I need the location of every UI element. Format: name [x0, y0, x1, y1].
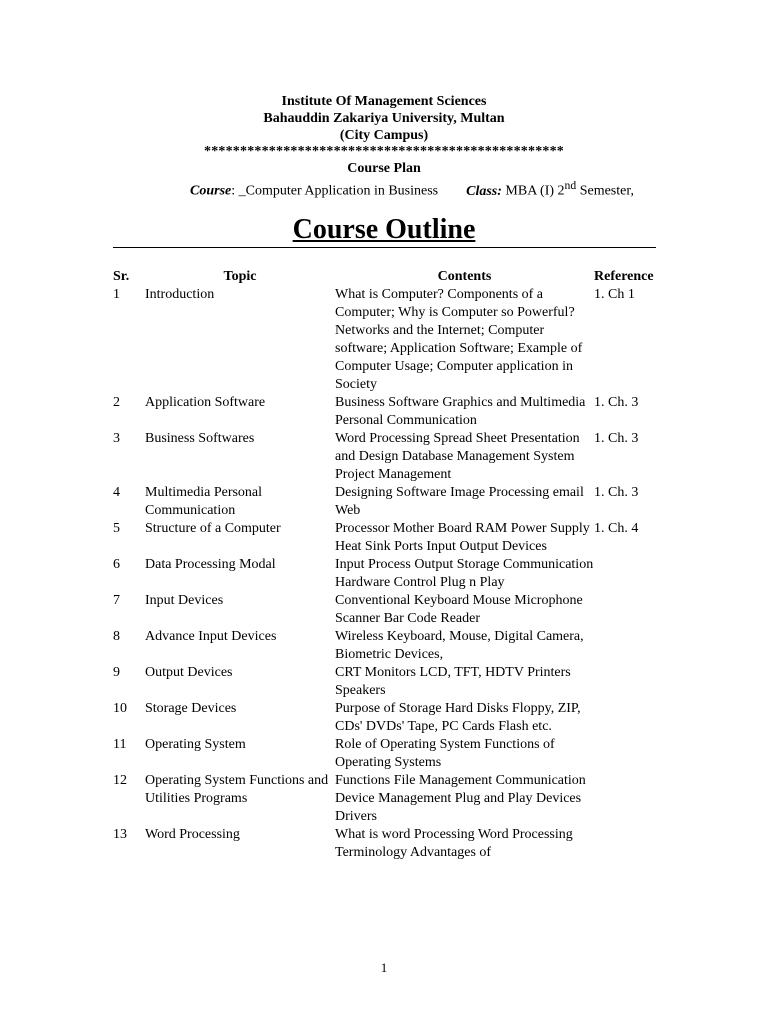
row-topic: Multimedia Personal Communication [145, 485, 263, 518]
row-reference: 1. Ch. 3 [594, 395, 639, 410]
header-sr: Sr. [113, 269, 130, 284]
row-sr: 5 [113, 521, 120, 536]
class-label: Class: [466, 183, 502, 199]
row-sr: 10 [113, 701, 127, 716]
row-reference [594, 592, 669, 628]
row-contents: CRT Monitors LCD, TFT, HDTV Printers Speakers [335, 665, 571, 698]
table-row [113, 826, 669, 862]
row-reference [594, 772, 669, 826]
row-reference [594, 628, 669, 664]
row-contents: Designing Software Image Processing email Web [335, 485, 584, 518]
row-contents: What is Computer? Components of a Computer; Why is Computer so Powerful? Networks and the Internet; Computer software; Application Software; Example of Computer Usage; Computer application in Society [335, 287, 583, 392]
row-sr: 9 [113, 665, 120, 680]
row-topic: Word Processing [145, 827, 240, 842]
row-reference: 1. Ch. 3 [594, 485, 639, 500]
campus-name: (City Campus) [339, 128, 429, 143]
table-row [113, 628, 669, 664]
row-sr: 4 [113, 485, 120, 500]
row-topic: Operating System [145, 737, 246, 752]
row-reference: 1. Ch. 3 [594, 431, 639, 446]
row-contents: Purpose of Storage Hard Disks Floppy, ZIP, CDs' DVDs' Tape, PC Cards Flash etc. [335, 701, 581, 734]
row-reference [594, 556, 669, 592]
course-colon: : [231, 183, 239, 199]
row-sr: 3 [113, 431, 120, 446]
course-outline-table [113, 268, 669, 862]
title-divider [113, 247, 656, 248]
row-sr: 2 [113, 395, 120, 410]
table-row [113, 700, 669, 736]
table-row [113, 430, 669, 484]
row-topic: Structure of a Computer [145, 521, 281, 536]
class-value: MBA (I) 2 [501, 183, 565, 199]
row-topic: Operating System Functions and Utilities Programs [145, 773, 329, 806]
header-topic: Topic [223, 269, 257, 284]
row-topic: Introduction [145, 287, 215, 302]
table-row [113, 286, 669, 394]
row-sr: 1 [113, 287, 120, 302]
table-row [113, 484, 669, 520]
table-row [113, 394, 669, 430]
row-topic: Output Devices [145, 665, 233, 680]
row-sr: 8 [113, 629, 120, 644]
table-row [113, 556, 669, 592]
row-contents: Functions File Management Communication Device Management Plug and Play Devices Drivers [335, 773, 586, 824]
document-header [0, 93, 768, 177]
row-contents: What is word Processing Word Processing Terminology Advantages of [335, 827, 573, 860]
table-row [113, 592, 669, 628]
row-contents: Processor Mother Board RAM Power Supply Heat Sink Ports Input Output Devices [335, 521, 590, 554]
course-label: Course [190, 183, 232, 199]
table-row [113, 772, 669, 826]
row-sr: 11 [113, 737, 127, 752]
row-sr: 13 [113, 827, 127, 842]
header-contents: Contents [437, 269, 492, 284]
header-reference: Reference [594, 269, 654, 284]
row-reference [594, 826, 669, 862]
row-topic: Input Devices [145, 593, 224, 608]
row-reference: 1. Ch 1 [594, 287, 635, 302]
row-contents: Business Software Graphics and Multimedia Personal Communication [335, 395, 586, 428]
row-topic: Application Software [145, 395, 266, 410]
row-contents: Wireless Keyboard, Mouse, Digital Camera, Biometric Devices, [335, 629, 584, 662]
star-divider: ************************************************** [204, 144, 564, 159]
row-contents: Input Process Output Storage Communication Hardware Control Plug n Play [335, 557, 594, 590]
course-value: _Computer Application in Business [238, 183, 439, 199]
row-topic: Data Processing Modal [145, 557, 276, 572]
row-sr: 12 [113, 773, 127, 788]
row-contents: Role of Operating System Functions of Operating Systems [335, 737, 555, 770]
row-reference [594, 736, 669, 772]
row-contents: Conventional Keyboard Mouse Microphone Scanner Bar Code Reader [335, 593, 583, 626]
row-sr: 7 [113, 593, 120, 608]
row-reference: 1. Ch. 4 [594, 521, 639, 536]
table-row [113, 736, 669, 772]
row-topic: Advance Input Devices [145, 629, 277, 644]
table-header-row [113, 268, 669, 286]
class-superscript: nd [564, 179, 577, 192]
page-number: 1 [380, 960, 388, 975]
row-topic: Business Softwares [145, 431, 255, 446]
class-tail: Semester, [576, 183, 634, 199]
institute-name: Institute Of Management Sciences [281, 94, 487, 109]
row-contents: Word Processing Spread Sheet Presentation and Design Database Management System Project Management [335, 431, 580, 482]
course-info-line [190, 179, 634, 200]
course-plan-heading: Course Plan [347, 161, 421, 176]
page-title: Course Outline [292, 214, 476, 245]
row-reference [594, 664, 669, 700]
university-name: Bahauddin Zakariya University, Multan [263, 111, 505, 126]
row-reference [594, 700, 669, 736]
table-row [113, 520, 669, 556]
table-row [113, 664, 669, 700]
row-topic: Storage Devices [145, 701, 237, 716]
row-sr: 6 [113, 557, 120, 572]
